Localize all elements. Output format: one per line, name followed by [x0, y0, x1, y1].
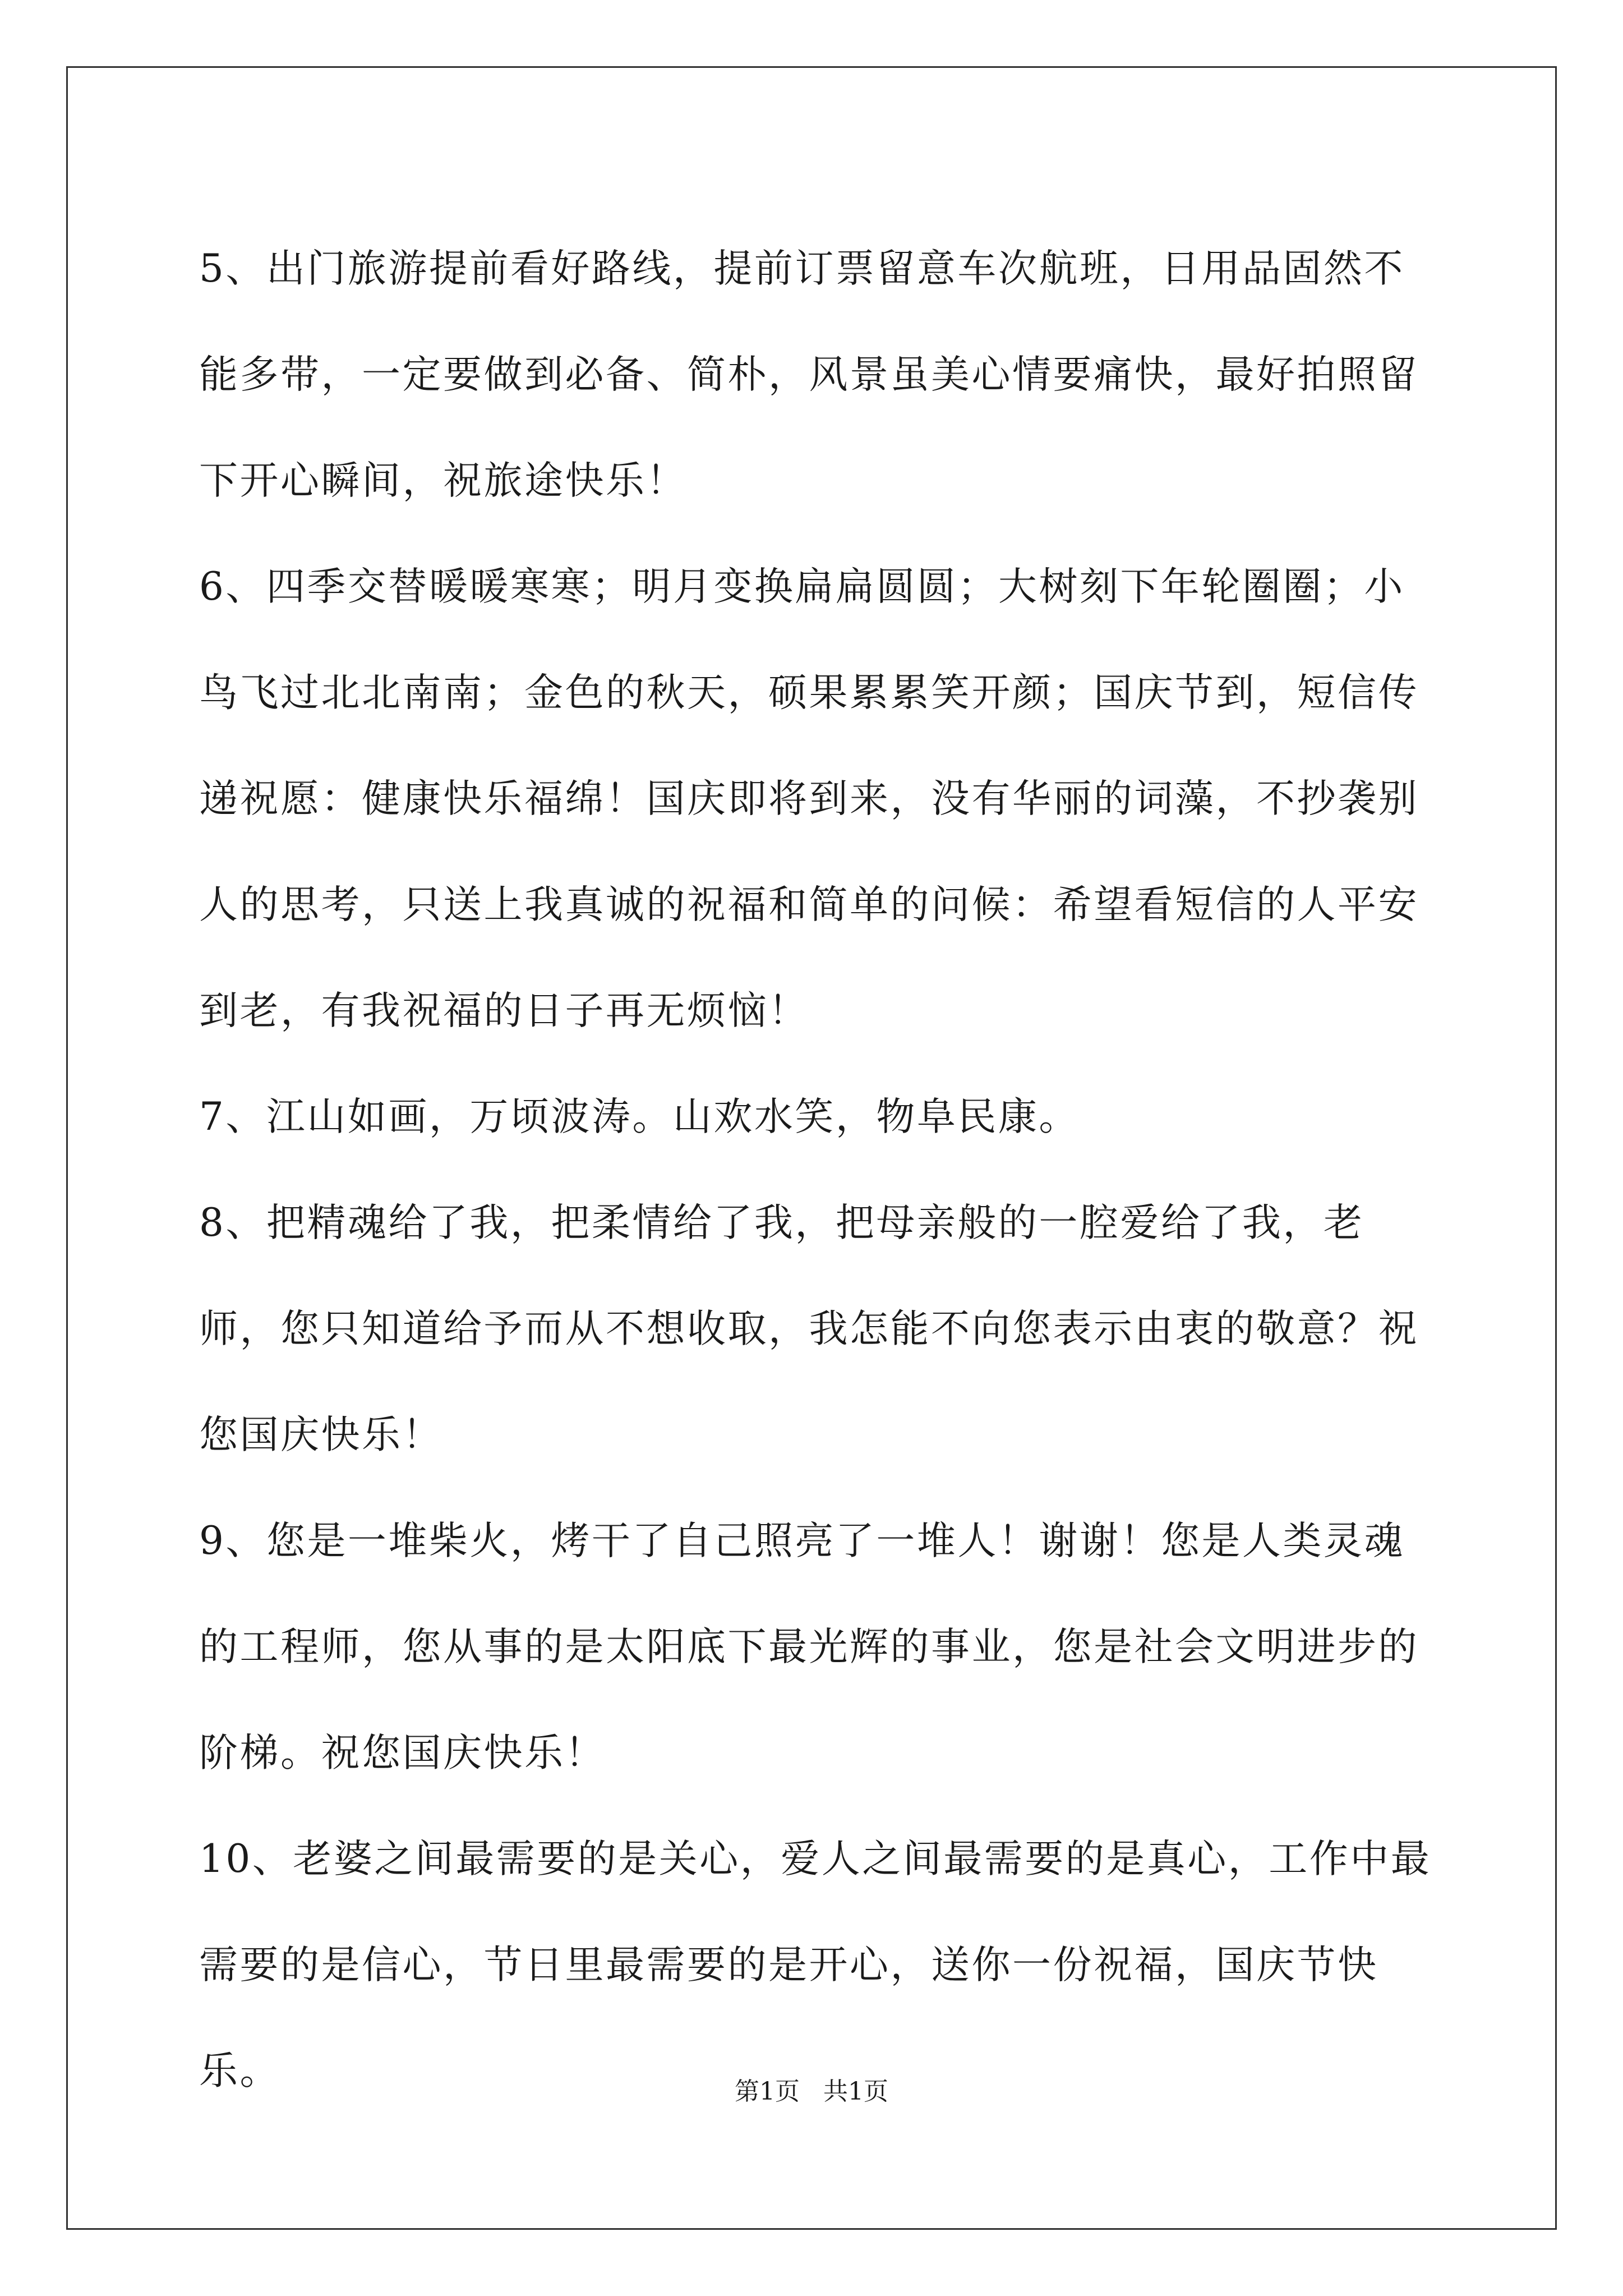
- page-footer: 第1页 共1页: [735, 2077, 888, 2106]
- document-body: [199, 216, 1438, 2124]
- paragraph-5: 5、出门旅游提前看好路线，提前订票留意车次航班，日用品固然不能多带，一定要做到必备、简朴，风景虽美心情要痛快，最好拍照留下开心瞬间，祝旅途快乐！: [199, 246, 1419, 503]
- paragraph-10: 10、老婆之间最需要的是关心，爱人之间最需要的是真心，工作中最需要的是信心，节日里最需要的是开心，送你一份祝福，国庆节快乐。: [199, 1837, 1432, 2093]
- paragraph-6: 6、四季交替暖暖寒寒；明月变换扁扁圆圆；大树刻下年轮圈圈；小鸟飞过北北南南；金色的秋天，硕果累累笑开颜；国庆节到，短信传递祝愿：健康快乐福绵！国庆即将到来，没有华丽的词藻，不抄袭别人的思考，只送上我真诚的祝福和简单的问候：希望看短信的人平安到老，有我祝福的日子再无烦恼！: [199, 564, 1419, 1033]
- paragraph-8: 8、把精魂给了我，把柔情给了我，把母亲般的一腔爱给了我，老师，您只知道给予而从不想收取，我怎能不向您表示由衷的敬意？祝您国庆快乐！: [199, 1200, 1419, 1457]
- paragraph-9: 9、您是一堆柴火，烤干了自己照亮了一堆人！谢谢！您是人类灵魂的工程师，您从事的是太阳底下最光辉的事业，您是社会文明进步的阶梯。祝您国庆快乐！: [199, 1519, 1419, 1775]
- paragraph-7: 7、江山如画，万顷波涛。山欢水笑，物阜民康。: [199, 1094, 1080, 1139]
